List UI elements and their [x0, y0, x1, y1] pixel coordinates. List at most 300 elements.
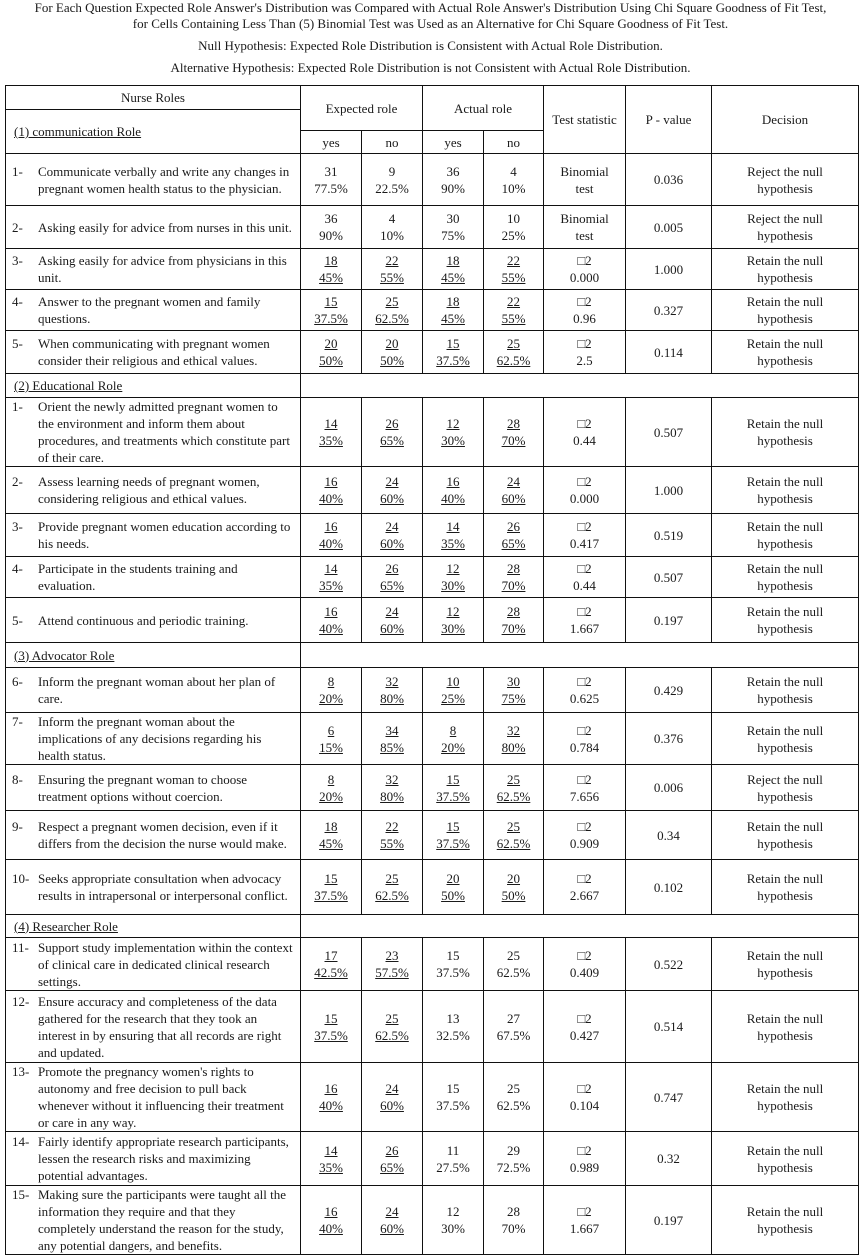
test-statistic-cell: [544, 514, 626, 557]
actual-yes-cell-value: 13: [446, 1010, 460, 1026]
expected-yes-cell-value: 77.5%: [314, 180, 348, 196]
test-statistic-cell-value: 0.989: [569, 1159, 600, 1175]
question-number: 13-: [12, 1064, 30, 1079]
actual-yes-cell-value: 90%: [441, 180, 465, 196]
decision-cell-value: hypothesis: [757, 228, 813, 243]
actual-no-cell: [484, 557, 544, 598]
actual-no-cell-value: 22: [507, 294, 521, 309]
question-text: Support study implementation within the context of clinical care in dedicated clinical research settings.: [38, 939, 293, 989]
decision-cell-value: Retain the null: [746, 1010, 824, 1026]
caption-line-1: For Each Question Expected Role Answer's Distribution was Compared with Actual Role Answer's Distribution Using Chi Square Goodness of Fit Test,: [34, 0, 827, 15]
p-value-cell-value: 0.327: [653, 302, 684, 318]
expected-no-cell: [362, 154, 423, 206]
decision-cell-value: Retain the null: [746, 253, 824, 268]
question-cell: [6, 467, 301, 514]
table-row: [6, 765, 859, 811]
header-p-value: P - value: [626, 86, 712, 154]
actual-yes-cell: [423, 1063, 484, 1132]
actual-no-cell-value: 20: [507, 871, 521, 886]
question-text: Respect a pregnant women decision, even if it differs from the decision the nurse would make.: [38, 819, 287, 851]
actual-yes-cell-value: 12: [446, 416, 460, 431]
actual-yes-cell-value: 37.5%: [436, 1098, 470, 1113]
actual-no-cell: [484, 991, 544, 1063]
expected-no-cell-value: 20: [385, 336, 399, 351]
actual-yes-cell-value: 11: [446, 1142, 460, 1158]
actual-yes-cell-value: 18: [446, 253, 460, 268]
actual-yes-cell-value: 25%: [441, 691, 465, 706]
actual-no-cell-value: 25: [507, 771, 521, 787]
decision-cell-value: Retain the null: [746, 1081, 824, 1096]
expected-no-cell-value: 60%: [380, 491, 404, 506]
decision-cell-value: Retain the null: [746, 948, 824, 963]
question-text: Orient the newly admitted pregnant women to the environment and inform them about procedures, and treatments which constitute part of their care.: [38, 399, 290, 465]
decision-cell-value: hypothesis: [757, 888, 813, 903]
question-cell: [6, 290, 301, 331]
decision-cell: [712, 206, 859, 249]
expected-yes-cell-value: 40%: [319, 536, 343, 551]
expected-no-cell-value: 65%: [380, 1159, 404, 1175]
expected-yes-cell-value: 50%: [319, 353, 343, 368]
p-value-cell-value: 0.507: [653, 424, 684, 440]
actual-yes-cell: [423, 598, 484, 643]
p-value-cell: [626, 991, 712, 1063]
test-statistic-cell: [544, 557, 626, 598]
actual-no-cell: [484, 514, 544, 557]
expected-no-cell-value: 62.5%: [375, 1027, 409, 1043]
actual-yes-cell: [423, 860, 484, 915]
question-number: 4-: [12, 561, 23, 576]
expected-no-cell-value: 80%: [380, 691, 404, 706]
test-statistic-cell: [544, 765, 626, 811]
actual-no-cell: [484, 765, 544, 811]
test-statistic-cell-value: 0.784: [569, 739, 600, 755]
test-statistic-cell-value: □2: [577, 604, 592, 619]
expected-no-cell-value: 25: [385, 871, 399, 886]
question-cell: [6, 598, 301, 643]
table-row: [6, 1186, 859, 1255]
expected-no-cell-value: 24: [385, 1081, 399, 1096]
actual-yes-cell-value: 20%: [441, 739, 465, 755]
expected-yes-cell-value: 40%: [319, 491, 343, 506]
actual-no-cell: [484, 467, 544, 514]
expected-no-cell-value: 26: [385, 1142, 399, 1158]
test-statistic-cell-value: 1.667: [569, 621, 600, 636]
decision-cell-value: hypothesis: [757, 965, 813, 980]
actual-yes-cell: [423, 557, 484, 598]
p-value-cell-value: 0.522: [653, 956, 684, 972]
actual-yes-cell-value: 15: [446, 1081, 460, 1096]
test-statistic-cell-value: 0.625: [569, 691, 600, 706]
question-cell: [6, 1186, 301, 1255]
actual-no-cell-value: 29: [507, 1142, 521, 1158]
question-cell: [6, 811, 301, 860]
expected-no-cell: [362, 598, 423, 643]
decision-cell: [712, 398, 859, 467]
test-statistic-cell-value: 0.000: [569, 491, 600, 506]
table-row: [6, 514, 859, 557]
expected-no-cell-value: 34: [385, 722, 399, 738]
actual-yes-cell: [423, 668, 484, 713]
actual-no-cell-value: 10: [507, 211, 521, 226]
actual-no-cell-value: 32: [507, 722, 521, 738]
question-text: Attend continuous and periodic training.: [38, 612, 249, 628]
expected-yes-cell-value: 42.5%: [314, 965, 348, 980]
expected-yes-cell: [301, 765, 362, 811]
expected-yes-cell-value: 17: [324, 948, 338, 963]
question-cell: [6, 1132, 301, 1186]
expected-no-cell-value: 55%: [380, 836, 404, 851]
test-statistic-cell-value: 0.44: [573, 578, 596, 593]
actual-no-cell-value: 60%: [501, 491, 526, 506]
decision-cell-value: hypothesis: [757, 353, 813, 368]
actual-yes-cell-value: 12: [446, 604, 460, 619]
decision-cell: [712, 765, 859, 811]
expected-no-cell-value: 65%: [380, 433, 404, 448]
test-statistic-cell-value: 0.427: [569, 1027, 600, 1043]
question-number: 8-: [12, 771, 23, 787]
actual-yes-cell: [423, 249, 484, 290]
header-nurse-roles: Nurse Roles: [6, 86, 301, 110]
p-value-cell-value: 0.507: [653, 569, 684, 585]
actual-yes-cell-value: 37.5%: [436, 836, 470, 851]
decision-cell-value: hypothesis: [757, 788, 813, 804]
section-spacer: [301, 915, 859, 938]
p-value-cell: [626, 765, 712, 811]
expected-no-cell-value: 60%: [380, 536, 404, 551]
expected-no-cell-value: 24: [385, 474, 399, 489]
decision-cell: [712, 1063, 859, 1132]
expected-yes-cell-value: 20: [324, 336, 338, 351]
caption-line-2: for Cells Containing Less Than (5) Binomial Test was Used as an Alternative for Chi Square Goodness of Fit Test.: [132, 16, 729, 31]
actual-yes-cell-value: 18: [446, 294, 460, 309]
question-number: 3-: [12, 253, 23, 268]
expected-no-cell: [362, 514, 423, 557]
test-statistic-cell-value: 0.96: [573, 311, 596, 326]
results-table: [5, 85, 859, 1255]
test-statistic-cell-value: 0.417: [569, 536, 600, 551]
test-statistic-cell-value: □2: [577, 1010, 592, 1026]
p-value-cell-value: 0.34: [657, 827, 680, 843]
decision-cell-value: Reject the null: [747, 771, 823, 787]
decision-cell: [712, 331, 859, 374]
test-statistic-cell: [544, 290, 626, 331]
actual-no-cell-value: 30: [507, 674, 521, 689]
p-value-cell-value: 0.429: [653, 682, 684, 698]
actual-no-cell: [484, 860, 544, 915]
p-value-cell-value: 0.747: [653, 1089, 684, 1105]
expected-no-cell-value: 24: [385, 519, 399, 534]
expected-yes-cell: [301, 811, 362, 860]
actual-yes-cell-value: 20: [446, 871, 460, 886]
test-statistic-cell: [544, 154, 626, 206]
question-number: 1-: [12, 399, 23, 414]
question-number: 7-: [12, 714, 23, 729]
expected-yes-cell: [301, 290, 362, 331]
actual-no-cell-value: 26: [507, 519, 521, 534]
actual-yes-cell-value: 75%: [441, 228, 465, 243]
p-value-cell: [626, 290, 712, 331]
decision-cell-value: Retain the null: [746, 561, 824, 576]
expected-yes-cell: [301, 860, 362, 915]
actual-no-cell: [484, 1186, 544, 1255]
actual-no-cell-value: 62.5%: [496, 965, 531, 980]
expected-yes-cell: [301, 154, 362, 206]
expected-yes-cell-value: 37.5%: [314, 888, 348, 903]
expected-no-cell-value: 85%: [380, 739, 404, 755]
actual-yes-cell-value: 30%: [441, 578, 465, 593]
expected-yes-cell: [301, 398, 362, 467]
actual-no-cell: [484, 938, 544, 991]
question-number: 5-: [12, 612, 23, 628]
expected-yes-cell: [301, 1132, 362, 1186]
expected-yes-cell-value: 36: [324, 211, 338, 226]
section-title: (1) communication Role: [6, 110, 301, 154]
decision-cell-value: hypothesis: [757, 691, 813, 706]
question-cell: [6, 154, 301, 206]
expected-yes-cell: [301, 991, 362, 1063]
header-actual-role: Actual role: [423, 86, 544, 131]
expected-yes-cell-value: 14: [324, 416, 338, 431]
test-statistic-cell-value: Binomial: [560, 211, 609, 226]
decision-cell-value: hypothesis: [757, 180, 813, 196]
section-title: (4) Researcher Role: [6, 915, 301, 938]
table-row: [6, 206, 859, 249]
actual-yes-cell-value: 36: [446, 163, 460, 179]
actual-no-cell: [484, 1063, 544, 1132]
actual-yes-cell: [423, 991, 484, 1063]
decision-cell: [712, 467, 859, 514]
table-row: [6, 713, 859, 765]
actual-yes-cell: [423, 1132, 484, 1186]
table-caption: [0, 0, 861, 32]
decision-cell-value: Reject the null: [747, 211, 823, 226]
actual-no-cell: [484, 811, 544, 860]
decision-cell-value: Retain the null: [746, 416, 824, 431]
decision-cell-value: hypothesis: [757, 433, 813, 448]
decision-cell-value: Retain the null: [746, 474, 824, 489]
actual-yes-cell-value: 30%: [441, 621, 465, 636]
question-number: 3-: [12, 519, 23, 534]
expected-no-cell-value: 22: [385, 253, 399, 268]
p-value-cell-value: 0.514: [653, 1019, 684, 1034]
decision-cell-value: hypothesis: [757, 491, 813, 506]
expected-yes-cell-value: 31: [324, 163, 338, 179]
actual-no-cell-value: 27: [507, 1010, 521, 1026]
actual-yes-cell-value: 45%: [441, 270, 465, 285]
expected-no-cell-value: 62.5%: [375, 311, 409, 326]
p-value-cell-value: 0.006: [653, 780, 684, 795]
actual-no-cell-value: 25%: [501, 228, 526, 243]
expected-no-cell: [362, 467, 423, 514]
actual-no-cell-value: 28: [507, 1204, 521, 1219]
decision-cell: [712, 938, 859, 991]
decision-cell-value: Retain the null: [746, 1142, 824, 1158]
p-value-cell-value: 0.114: [654, 344, 683, 360]
actual-yes-cell: [423, 938, 484, 991]
decision-cell-value: hypothesis: [757, 1159, 813, 1175]
decision-cell-value: hypothesis: [757, 1221, 813, 1236]
table-row: [6, 991, 859, 1063]
expected-yes-cell-value: 18: [324, 819, 338, 834]
test-statistic-cell-value: □2: [577, 253, 592, 268]
decision-cell-value: hypothesis: [757, 311, 813, 326]
p-value-cell: [626, 467, 712, 514]
expected-no-cell-value: 57.5%: [375, 965, 409, 980]
actual-yes-cell: [423, 206, 484, 249]
expected-yes-cell: [301, 206, 362, 249]
test-statistic-cell-value: □2: [577, 416, 592, 431]
test-statistic-cell: [544, 467, 626, 514]
expected-no-cell-value: 60%: [380, 621, 404, 636]
expected-yes-cell-value: 35%: [319, 578, 343, 593]
test-statistic-cell: [544, 1063, 626, 1132]
actual-yes-cell: [423, 290, 484, 331]
expected-yes-cell-value: 45%: [319, 836, 343, 851]
expected-no-cell: [362, 860, 423, 915]
actual-no-cell: [484, 331, 544, 374]
expected-yes-cell: [301, 938, 362, 991]
question-text: Ensuring the pregnant woman to choose treatment options without coercion.: [38, 771, 248, 804]
test-statistic-cell-value: □2: [577, 336, 592, 351]
actual-no-cell: [484, 713, 544, 765]
expected-no-cell-value: 22.5%: [375, 180, 409, 196]
question-text: Inform the pregnant woman about the implications of any decisions regarding his health status.: [38, 714, 262, 763]
section-header-row: [6, 374, 859, 398]
expected-yes-cell-value: 16: [324, 519, 338, 534]
section-title: (3) Advocator Role: [6, 643, 301, 668]
expected-no-cell-value: 24: [385, 604, 399, 619]
actual-yes-cell-value: 27.5%: [436, 1159, 470, 1175]
expected-yes-cell-value: 20%: [319, 691, 343, 706]
expected-no-cell-value: 9: [388, 163, 396, 179]
actual-no-cell-value: 22: [507, 253, 521, 268]
actual-no-cell: [484, 1132, 544, 1186]
test-statistic-cell: [544, 598, 626, 643]
actual-no-cell-value: 24: [507, 474, 521, 489]
actual-yes-cell-value: 12: [446, 561, 460, 576]
actual-yes-cell-value: 15: [446, 819, 460, 834]
question-cell: [6, 331, 301, 374]
expected-yes-cell-value: 16: [324, 604, 338, 619]
expected-no-cell: [362, 811, 423, 860]
actual-no-cell-value: 25: [507, 819, 521, 834]
actual-no-cell-value: 70%: [501, 621, 526, 636]
question-cell: [6, 860, 301, 915]
actual-yes-cell: [423, 1186, 484, 1255]
expected-no-cell: [362, 1063, 423, 1132]
decision-cell-value: Retain the null: [746, 871, 824, 886]
expected-yes-cell: [301, 1186, 362, 1255]
p-value-cell-value: 0.102: [653, 879, 684, 895]
test-statistic-cell-value: test: [575, 228, 594, 243]
expected-yes-cell-value: 37.5%: [314, 1027, 348, 1043]
question-text: Asking easily for advice from physicians in this unit.: [38, 253, 287, 285]
actual-yes-cell-value: 50%: [441, 888, 465, 903]
section-spacer: [301, 643, 859, 668]
p-value-cell-value: 1.000: [653, 261, 684, 277]
expected-no-cell-value: 32: [385, 771, 399, 787]
table-row: [6, 290, 859, 331]
p-value-cell: [626, 249, 712, 290]
decision-cell: [712, 811, 859, 860]
p-value-cell-value: 0.376: [653, 731, 684, 746]
decision-cell-value: hypothesis: [757, 621, 813, 636]
expected-no-cell-value: 26: [385, 561, 399, 576]
expected-no-cell-value: 80%: [380, 788, 404, 804]
p-value-cell-value: 0.32: [657, 1151, 680, 1166]
decision-cell: [712, 557, 859, 598]
question-text: Making sure the participants were taught all the information they require and that they completely understand the reason for the study, any potential dangers, and benefits.: [38, 1187, 287, 1253]
actual-yes-cell-value: 12: [446, 1204, 460, 1219]
test-statistic-cell: [544, 713, 626, 765]
question-text: Ensure accuracy and completeness of the data gathered for the research that they took an interest in by ensuring that all records are right and updated.: [38, 993, 282, 1060]
decision-cell: [712, 860, 859, 915]
expected-yes-cell-value: 15: [324, 1010, 338, 1026]
table-row: [6, 398, 859, 467]
actual-yes-cell: [423, 811, 484, 860]
test-statistic-cell-value: □2: [577, 722, 592, 738]
p-value-cell-value: 0.036: [653, 172, 684, 187]
expected-no-cell: [362, 398, 423, 467]
decision-cell-value: Reject the null: [747, 163, 823, 179]
p-value-cell-value: 0.519: [653, 527, 684, 543]
question-number: 12-: [12, 993, 30, 1009]
expected-yes-cell-value: 90%: [319, 228, 343, 243]
decision-cell-value: hypothesis: [757, 536, 813, 551]
decision-cell: [712, 1132, 859, 1186]
expected-no-cell-value: 65%: [380, 578, 404, 593]
table-row: [6, 811, 859, 860]
expected-yes-cell-value: 8: [327, 771, 335, 787]
p-value-cell: [626, 514, 712, 557]
test-statistic-cell-value: 0.000: [569, 270, 600, 285]
actual-no-cell: [484, 206, 544, 249]
actual-yes-cell-value: 14: [446, 519, 460, 534]
expected-yes-cell: [301, 557, 362, 598]
actual-no-cell: [484, 249, 544, 290]
p-value-cell-value: 1.000: [653, 482, 684, 498]
actual-yes-cell: [423, 331, 484, 374]
question-cell: [6, 249, 301, 290]
expected-no-cell: [362, 713, 423, 765]
decision-cell: [712, 154, 859, 206]
question-number: 1-: [12, 163, 23, 179]
question-text: Participate in the students training and evaluation.: [38, 561, 238, 593]
decision-cell: [712, 514, 859, 557]
decision-cell: [712, 249, 859, 290]
table-row: [6, 1132, 859, 1186]
actual-yes-cell-value: 45%: [441, 311, 465, 326]
expected-no-cell: [362, 668, 423, 713]
section-title: (2) Educational Role: [6, 374, 301, 398]
test-statistic-cell-value: □2: [577, 474, 592, 489]
actual-no-cell-value: 55%: [501, 270, 526, 285]
expected-no-cell-value: 22: [385, 819, 399, 834]
expected-yes-cell: [301, 467, 362, 514]
actual-yes-cell: [423, 398, 484, 467]
actual-yes-cell-value: 8: [449, 722, 457, 738]
expected-yes-cell-value: 40%: [319, 1098, 343, 1113]
expected-yes-cell-value: 35%: [319, 1159, 343, 1175]
expected-no-cell-value: 62.5%: [375, 888, 409, 903]
actual-no-cell-value: 70%: [501, 1221, 526, 1236]
actual-no-cell-value: 75%: [501, 691, 526, 706]
expected-yes-cell-value: 8: [327, 674, 335, 689]
question-cell: [6, 557, 301, 598]
decision-cell-value: hypothesis: [757, 270, 813, 285]
p-value-cell: [626, 557, 712, 598]
table-row: [6, 331, 859, 374]
